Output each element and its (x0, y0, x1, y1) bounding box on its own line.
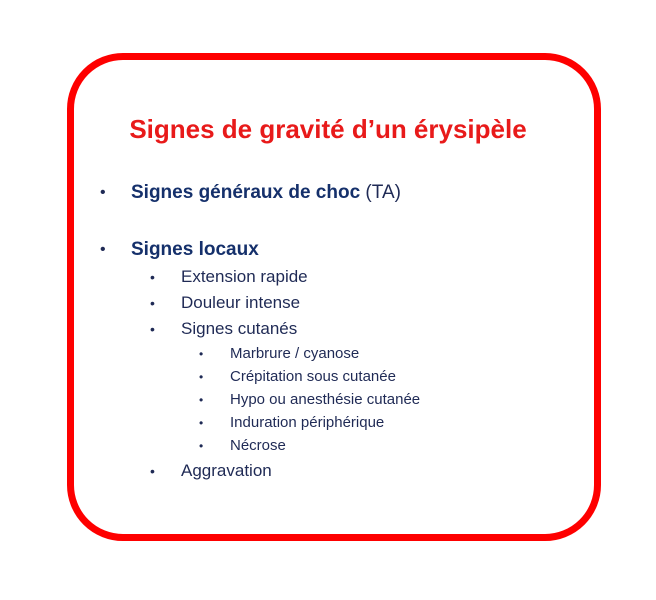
bullet-icon: • (100, 184, 106, 201)
list-item: Induration périphérique (230, 414, 385, 431)
bullet-icon: • (199, 370, 204, 384)
list-item: Extension rapide (181, 267, 308, 286)
general-signs-label: Signes généraux de choc (131, 182, 361, 203)
bullet-icon: • (199, 347, 204, 361)
general-signs-note: (TA) (360, 182, 401, 203)
bullet-icon: • (199, 393, 204, 407)
list-item: Crépitation sous cutanée (230, 368, 396, 385)
list-item: Signes cutanés (181, 319, 298, 338)
bullet-icon: • (199, 416, 204, 430)
bullet-icon: • (150, 463, 155, 479)
list-item-general-signs (131, 180, 401, 206)
list-item: Nécrose (230, 437, 286, 454)
list-item-local-signs (131, 237, 259, 263)
bullet-icon: • (150, 295, 155, 311)
slide-title: Signes de gravité d’un érysipèle (129, 114, 527, 144)
list-item: Hypo ou anesthésie cutanée (230, 391, 421, 408)
bullet-icon: • (100, 241, 106, 258)
bullet-icon: • (150, 269, 155, 285)
list-item: Douleur intense (181, 293, 301, 312)
bullet-icon: • (150, 321, 155, 337)
list-item: Marbrure / cyanose (230, 345, 360, 362)
list-item: Aggravation (181, 461, 272, 480)
bullet-icon: • (199, 439, 204, 453)
local-signs-label: Signes locaux (131, 239, 259, 260)
